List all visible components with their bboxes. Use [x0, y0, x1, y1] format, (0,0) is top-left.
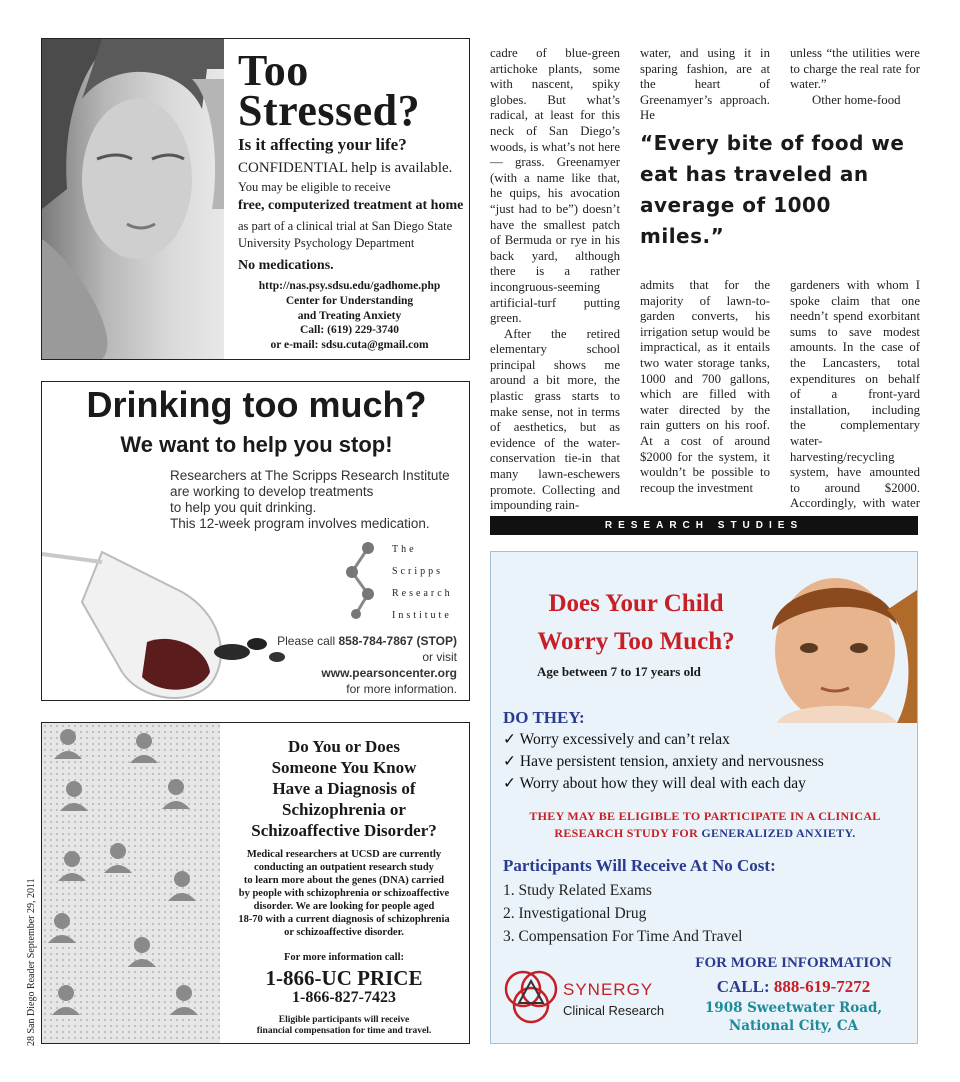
logo-word-institute: Institute: [392, 610, 452, 621]
eligible-line-2: [491, 826, 918, 841]
body-line-1: Researchers at The Scripps Research Institute: [170, 468, 450, 483]
phone-line: Call: (619) 229-3740: [299, 324, 399, 336]
email-line[interactable]: or e-mail: sdsu.cuta@gmail.com: [270, 339, 429, 351]
body-line-5: disorder. We are looking for people aged: [253, 901, 435, 912]
person-icon: [52, 985, 80, 1015]
title-line-2: Someone You Know: [271, 758, 417, 777]
more-info-label: for more information.: [346, 682, 457, 696]
pearson-website-link[interactable]: www.pearsoncenter.org: [321, 666, 457, 680]
please-call-label: Please call: [277, 634, 336, 648]
body-line-7: or schizoaffective disorder.: [284, 927, 404, 938]
eligible-line-2b: GENERALIZED ANXIETY.: [701, 826, 856, 840]
question: Is it affecting your life?: [238, 135, 407, 154]
ad-child-worry: [490, 551, 918, 1044]
drinking-subhead: We want to help you stop!: [120, 432, 393, 457]
person-icon: [60, 781, 88, 811]
body-line-4: This 12-week program involves medication.: [170, 516, 430, 531]
child-photo: [747, 570, 917, 723]
ad-drinking-too-much: [41, 381, 470, 701]
eligible-line: You may be eligible to receive: [238, 180, 391, 194]
checkmark-icon: ✓: [503, 775, 516, 792]
person-icon: [48, 913, 76, 943]
call-number[interactable]: 888-619-7272: [773, 977, 871, 996]
bullet-1-text: Worry excessively and can’t relax: [519, 731, 730, 748]
research-studies-bar: RESEARCH STUDIES: [490, 516, 918, 535]
item-3: 3. Compensation For Time And Travel: [503, 928, 743, 945]
participants-heading: Participants Will Receive At No Cost:: [503, 856, 776, 875]
phone-number: 1-866-827-7423: [292, 989, 396, 1006]
spilled-wine-glass-icon: [42, 532, 342, 700]
title-line-3: Have a Diagnosis of: [272, 779, 416, 798]
article-col3-para2: Other home-food: [812, 92, 901, 107]
article-col3-top: [790, 46, 920, 108]
body-line-2: are working to develop treatments: [170, 484, 374, 499]
person-icon: [170, 985, 198, 1015]
title-line-5: Schizoaffective Disorder?: [251, 821, 437, 840]
footer-line-2: financial compensation for time and travel.: [256, 1026, 432, 1036]
call-line: [681, 977, 906, 997]
body-line-6: 18-70 with a current diagnosis of schizophrenia: [238, 914, 450, 925]
person-icon: [58, 851, 86, 881]
person-icon: [128, 937, 156, 967]
logo-word-the: The: [392, 544, 417, 555]
item-1: 1. Study Related Exams: [503, 882, 652, 899]
person-icon: [130, 733, 158, 763]
free-treatment-line: free, computerized treatment at home: [238, 198, 464, 213]
logo-word-research: Research: [392, 588, 453, 599]
pull-quote: “Every bite of food we eat has traveled an average of 1000 miles.”: [640, 131, 905, 248]
stop-phone: 858-784-7867 (STOP): [338, 634, 457, 648]
headline-line2: Stressed?: [238, 86, 421, 135]
checkmark-icon: ✓: [503, 753, 516, 770]
call-label: CALL:: [716, 977, 774, 996]
call-label: For more information call:: [283, 952, 405, 963]
title-line-4: Schizophrenia or: [282, 800, 406, 819]
child-face-illustration: [747, 570, 917, 723]
or-visit-label: or visit: [422, 650, 457, 664]
molecule-logo-icon: [342, 540, 382, 620]
address-line-1: 1908 Sweetwater Road,: [704, 1000, 883, 1016]
woman-face-illustration: [42, 39, 224, 359]
bullet-3: [503, 774, 806, 793]
trial-line: as part of a clinical trial at San Diego State: [238, 219, 453, 233]
drinking-headline: Drinking too much?: [86, 384, 427, 425]
article-col3-bottom: gardeners with whom I spoke claim that one needn’t spend exorbitant sums to save modest amounts. In the case of the Lancasters, total expenditures on behalf of a front-yard installation, including the complementary water-harvesting/recycling system, have amounted to around $2000. Accordingly, with water: [790, 278, 920, 511]
person-icon: [104, 843, 132, 873]
body-line-3: to help you quit drinking.: [170, 500, 317, 515]
logo-word-scripps: Scripps: [392, 566, 443, 577]
person-icon: [162, 779, 190, 809]
person-icon: [54, 729, 82, 759]
synergy-logo-sub: Clinical Research: [563, 1003, 665, 1018]
ad-schizophrenia-study: [41, 722, 470, 1044]
footer-line-1: Eligible participants will receive: [278, 1015, 410, 1025]
body-line-4: by people with schizophrenia or schizoaffective: [238, 888, 450, 899]
address-line-2: National City, CA: [728, 1018, 859, 1034]
center-name-1: Center for Understanding: [285, 295, 414, 307]
eligible-line-2a: RESEARCH STUDY FOR: [554, 826, 702, 840]
bullet-2-text: Have persistent tension, anxiety and nervousness: [519, 753, 824, 770]
headline-line1: Too: [238, 46, 309, 95]
stressed-woman-photo: [42, 39, 224, 359]
call-line: [277, 633, 457, 649]
eligible-line-1: THEY MAY BE ELIGIBLE TO PARTICIPATE IN A CLINICAL: [529, 809, 881, 823]
child-headline-1: Does Your Child: [548, 590, 724, 617]
people-icons: [42, 723, 220, 1043]
article-col3-para1: unless “the utilities were to charge the real rate for water.”: [790, 46, 920, 92]
website-link[interactable]: http://nas.psy.sdsu.edu/gadhome.php: [258, 280, 441, 292]
article-col2-bottom: admits that for the majority of lawn-to-garden converts, his irrigation setup would be impractical, as it entails two water storage tanks, 1000 and 700 gallons, which are filled with water directed by the rain gutters on his roof. At a cost of around $2000 for the system, it wouldn’t be possible to recoup the investment: [640, 278, 770, 495]
age-range: Age between 7 to 17 years old: [537, 664, 701, 679]
synergy-logo-name: SYNERGY: [563, 980, 654, 999]
body-line-2: conducting an outpatient research study: [254, 862, 434, 873]
article-col2-top: water, and using it in sparing fashion, are at the heart of Greenamyer’s approach. He: [640, 46, 770, 123]
university-line: University Psychology Department: [238, 236, 415, 250]
article-col1: [490, 46, 620, 514]
item-2: 2. Investigational Drug: [503, 905, 647, 922]
confidential-line: CONFIDENTIAL help is available.: [238, 160, 453, 176]
article-col1-para2: After the retired elementary school principal shows me around a bit more, the plastic grass starts to make sense, not in terms of aesthetics, but as evidence of the water-conservation tie-in that many lawn-eschewers promote. Collecting and impounding rain-: [490, 326, 620, 513]
article-col1-para1: cadre of blue-green artichoke plants, some with nascent, spiky globes. But what’s radical, at least for this neck of San Diego’s woods, is what’s not here — grass. Greenamyer (with a name like that, he quips, his avocation “just had to be”) doesn’t have the smallest patch of Bermuda or rye in his back yard, although there is a rather incongruous-seeming artificial-turf putting green.: [490, 46, 620, 326]
bullet-1: [503, 730, 730, 749]
phone-uc-price: 1-866-UC PRICE: [265, 966, 423, 990]
people-pattern-panel: [42, 723, 220, 1043]
person-icon: [168, 871, 196, 901]
more-info-heading: FOR MORE INFORMATION: [695, 955, 892, 971]
do-they-heading: DO THEY:: [503, 708, 585, 727]
no-medications-line: No medications.: [238, 258, 334, 273]
bullet-3-text: Worry about how they will deal with each day: [519, 775, 806, 792]
child-headline-2: Worry Too Much?: [537, 628, 735, 655]
body-line-3: to learn more about the genes (DNA) carried: [243, 875, 445, 886]
synergy-logo-icon: [501, 967, 561, 1029]
body-line-1: Medical researchers at UCSD are currently: [246, 849, 442, 860]
title-line-1: Do You or Does: [288, 737, 400, 756]
bullet-2: [503, 752, 824, 771]
ad-too-stressed: [41, 38, 470, 360]
page-folio: 28 San Diego Reader September 29, 2011: [26, 878, 37, 1046]
center-name-2: and Treating Anxiety: [297, 310, 402, 322]
checkmark-icon: ✓: [503, 731, 516, 748]
